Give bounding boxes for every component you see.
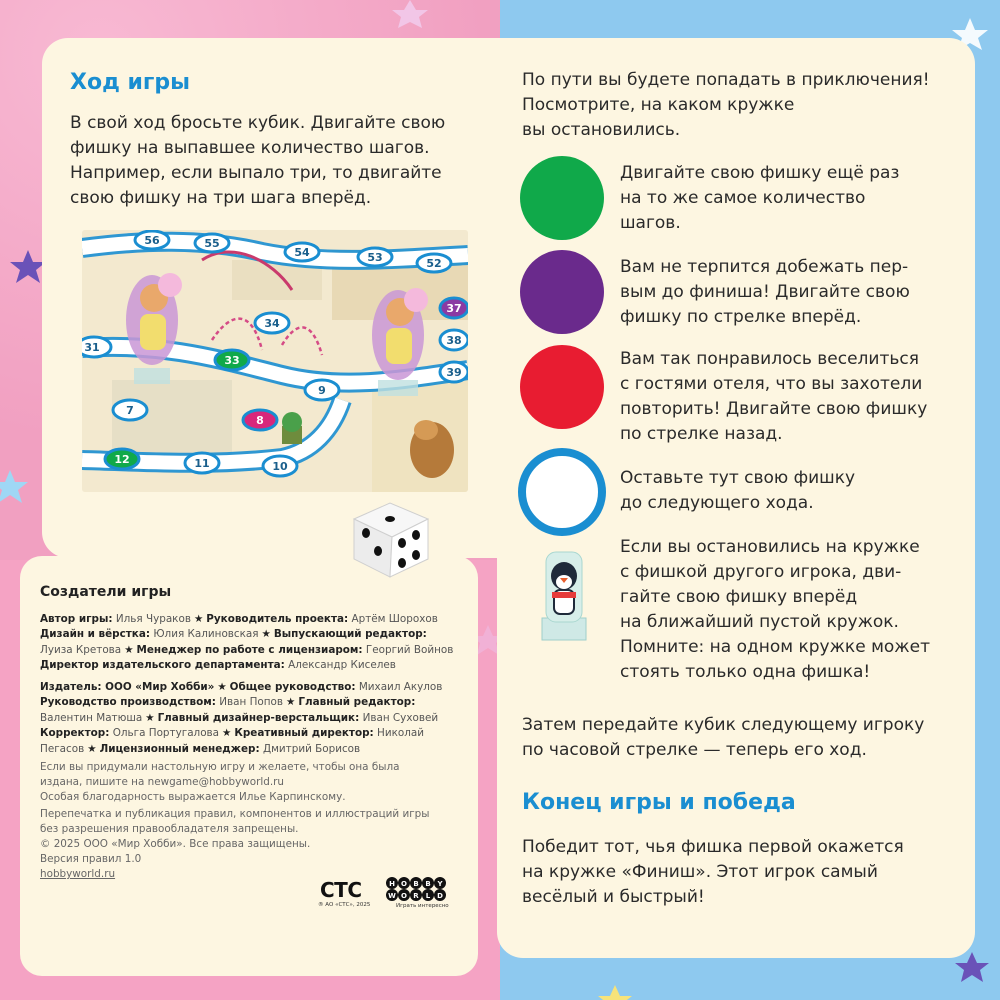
star-icon: ★ bbox=[222, 727, 232, 740]
text-line: по стрелке назад. bbox=[620, 424, 783, 444]
board-cell-label: 7 bbox=[126, 404, 134, 417]
credits-line bbox=[40, 680, 470, 695]
credit-value: Георгий Войнов bbox=[365, 643, 454, 656]
text-line: весёлый и быстрый! bbox=[522, 887, 705, 907]
board-illustration bbox=[82, 230, 468, 492]
credit-value: Александр Киселев bbox=[288, 659, 396, 672]
credit-label: Издатель: ООО «Мир Хобби» bbox=[40, 681, 215, 693]
credit-value: Михаил Акулов bbox=[358, 681, 443, 693]
text-line: на то же самое количество bbox=[620, 188, 866, 208]
legend-purple-text bbox=[620, 255, 960, 330]
text-line: По пути вы будете попадать в приключения! bbox=[522, 70, 930, 90]
text-line: Если вы остановились на кружке bbox=[620, 537, 920, 557]
ctc-logo: СТС bbox=[320, 878, 362, 902]
svg-text:L: L bbox=[425, 892, 431, 900]
submission-note bbox=[40, 760, 460, 805]
text-line: Двигайте свою фишку ещё раз bbox=[620, 163, 900, 183]
text-line: фишку на выпавшее количество шагов. bbox=[70, 138, 430, 158]
svg-text:R: R bbox=[413, 892, 419, 900]
svg-text:O: O bbox=[401, 892, 407, 900]
credit-label: Дизайн и вёрстка: bbox=[40, 628, 151, 641]
credit-value: Николай bbox=[377, 727, 424, 740]
svg-text:W: W bbox=[388, 892, 396, 900]
white-circle-icon bbox=[518, 448, 606, 536]
legend-pawn-text bbox=[620, 535, 970, 685]
end-paragraph bbox=[522, 835, 972, 910]
die-icon bbox=[344, 497, 436, 581]
credit-value: Дмитрий Борисов bbox=[262, 742, 361, 755]
board-cell-label: 38 bbox=[446, 334, 462, 347]
credits-line bbox=[40, 643, 470, 658]
text-line: стоять только одна фишка! bbox=[620, 662, 871, 682]
svg-text:O: O bbox=[401, 880, 407, 888]
board-cell-label: 54 bbox=[294, 246, 310, 259]
text-line: Например, если выпало три, то двигайте bbox=[70, 163, 442, 183]
star-icon: ★ bbox=[87, 742, 97, 755]
green-circle-icon bbox=[520, 156, 604, 240]
text-line: с гостями отеля, что вы захотели bbox=[620, 374, 923, 394]
text-line: шагов. bbox=[620, 213, 681, 233]
text-line: свою фишку на три шага вперёд. bbox=[70, 188, 372, 208]
section-title-turn: Ход игры bbox=[70, 70, 191, 95]
svg-text:B: B bbox=[425, 880, 431, 888]
text-line: Оставьте тут свою фишку bbox=[620, 468, 856, 488]
legend-red-text bbox=[620, 347, 970, 447]
text-line: на кружке «Финиш». Этот игрок самый bbox=[522, 862, 878, 882]
star-icon bbox=[598, 985, 632, 1000]
text-line: повторить! Двигайте свою фишку bbox=[620, 399, 928, 419]
star-icon: ★ bbox=[145, 711, 155, 724]
board-cell-label: 12 bbox=[114, 453, 130, 466]
credit-value: Артём Шорохов bbox=[351, 613, 438, 625]
legend-green-text bbox=[620, 161, 960, 236]
credits-group-2 bbox=[40, 680, 470, 757]
text-line: гайте свою фишку вперёд bbox=[620, 587, 858, 607]
text-line: фишку по стрелке вперёд. bbox=[620, 307, 862, 327]
hobby-world-logo bbox=[386, 876, 450, 902]
text-line: Посмотрите, на каком кружке bbox=[522, 95, 795, 115]
credits-line bbox=[40, 627, 470, 642]
star-icon: ★ bbox=[286, 696, 296, 709]
board-cell-label: 56 bbox=[144, 234, 160, 247]
credit-label: Общее руководство: bbox=[229, 681, 356, 693]
star-icon bbox=[955, 952, 989, 982]
plant-icon bbox=[282, 412, 302, 444]
text-line: без разрешения правообладателя запрещены. bbox=[40, 823, 299, 835]
turn-paragraph bbox=[70, 111, 480, 211]
text-line: В свой ход бросьте кубик. Двигайте свою bbox=[70, 113, 446, 133]
website-link[interactable]: hobbyworld.ru bbox=[40, 868, 116, 880]
text-line: до следующего хода. bbox=[620, 493, 814, 513]
svg-text:Y: Y bbox=[437, 880, 443, 888]
legend-white-text bbox=[620, 466, 960, 516]
credit-value: Илья Чураков bbox=[115, 613, 191, 625]
text-line: Затем передайте кубик следующему игроку bbox=[522, 715, 925, 735]
credit-label: Руководство производством: bbox=[40, 696, 216, 709]
credit-label: Директор издательского департамента: bbox=[40, 659, 285, 672]
text-line: Победит тот, чья фишка первой окажется bbox=[522, 837, 904, 857]
credit-value: Луиза Кретова bbox=[40, 643, 122, 656]
credits-line bbox=[40, 658, 470, 673]
board-cell-label: 31 bbox=[84, 341, 100, 354]
credit-label: Главный редактор: bbox=[298, 696, 416, 709]
credits-line bbox=[40, 612, 470, 627]
star-icon: ★ bbox=[124, 643, 134, 656]
star-icon: ★ bbox=[193, 613, 204, 625]
text-line: Особая благодарность выражается Илье Карпинскому. bbox=[40, 791, 346, 803]
board-cell-label: 8 bbox=[256, 414, 264, 427]
credit-label: Главный дизайнер-верстальщик: bbox=[157, 711, 360, 724]
board-cell-label: 9 bbox=[318, 384, 326, 397]
text-line: Версия правил 1.0 bbox=[40, 853, 142, 865]
pass-die-paragraph bbox=[522, 713, 972, 763]
text-line: на ближайший пустой кружок. bbox=[620, 612, 899, 632]
credit-label: Креативный директор: bbox=[234, 727, 374, 740]
svg-text:D: D bbox=[437, 892, 443, 900]
credit-label: Менеджер по работе с лицензиаром: bbox=[136, 643, 363, 656]
svg-text:H: H bbox=[389, 880, 395, 888]
board-cell-label: 34 bbox=[264, 317, 280, 330]
credit-value: Валентин Матюша bbox=[40, 711, 143, 724]
svg-text:B: B bbox=[413, 880, 419, 888]
credit-label: Лицензионный менеджер: bbox=[99, 742, 260, 755]
text-line: Перепечатка и публикация правил, компонентов и иллюстраций игры bbox=[40, 808, 430, 820]
text-line: Вам не терпится добежать пер- bbox=[620, 257, 909, 277]
credits-title: Создатели игры bbox=[40, 584, 172, 600]
credit-value: Иван Суховей bbox=[362, 711, 439, 724]
credits-line bbox=[40, 711, 470, 726]
board-cell-label: 33 bbox=[224, 354, 240, 367]
board-cell-label: 55 bbox=[204, 237, 220, 250]
section-title-end: Конец игры и победа bbox=[522, 790, 796, 815]
credit-value: Иван Попов bbox=[219, 696, 284, 709]
credits-line bbox=[40, 695, 470, 710]
credit-label: Корректор: bbox=[40, 727, 110, 740]
board-cell-label: 37 bbox=[446, 302, 462, 315]
credit-label: Выпускающий редактор: bbox=[273, 628, 427, 641]
credit-value: Пегасов bbox=[40, 742, 85, 755]
credits-line bbox=[40, 742, 470, 757]
credit-label: Автор игры: bbox=[40, 613, 113, 625]
text-line: вы остановились. bbox=[522, 120, 681, 140]
star-icon bbox=[0, 470, 28, 503]
penguin-pawn-icon bbox=[536, 548, 592, 644]
ctc-copyright: ® АО «СТС», 2025 bbox=[318, 902, 371, 908]
credits-group-1 bbox=[40, 612, 470, 674]
board-cell-label: 10 bbox=[272, 460, 288, 473]
credits-line bbox=[40, 726, 470, 741]
copyright-note bbox=[40, 807, 460, 882]
star-icon bbox=[392, 0, 428, 28]
credit-value: Юлия Калиновская bbox=[153, 628, 259, 641]
red-circle-icon bbox=[520, 345, 604, 429]
text-line: вым до финиша! Двигайте свою bbox=[620, 282, 910, 302]
board-cell-label: 52 bbox=[426, 257, 442, 270]
text-line: издана, пишите на newgame@hobbyworld.ru bbox=[40, 776, 285, 788]
credit-label: Руководитель проекта: bbox=[206, 613, 349, 625]
star-icon: ★ bbox=[261, 628, 271, 641]
purple-circle-icon bbox=[520, 250, 604, 334]
star-icon bbox=[10, 250, 46, 283]
board-cell-label: 53 bbox=[367, 251, 383, 264]
adventure-intro bbox=[522, 68, 962, 143]
text-line: Помните: на одном кружке может bbox=[620, 637, 930, 657]
text-line: Если вы придумали настольную игру и желаете, чтобы она была bbox=[40, 761, 400, 773]
text-line: Вам так понравилось веселиться bbox=[620, 349, 919, 369]
star-icon: ★ bbox=[217, 681, 227, 693]
board-cell-label: 11 bbox=[194, 457, 210, 470]
hobby-world-tagline: Играть интересно bbox=[396, 903, 449, 909]
board-drawing bbox=[82, 230, 468, 492]
text-line: с фишкой другого игрока, дви- bbox=[620, 562, 902, 582]
text-line: по часовой стрелке — теперь его ход. bbox=[522, 740, 867, 760]
text-line: © 2025 ООО «Мир Хобби». Все права защищены. bbox=[40, 838, 311, 850]
board-cell-label: 39 bbox=[446, 366, 462, 379]
credit-value: Ольга Португалова bbox=[112, 727, 220, 740]
